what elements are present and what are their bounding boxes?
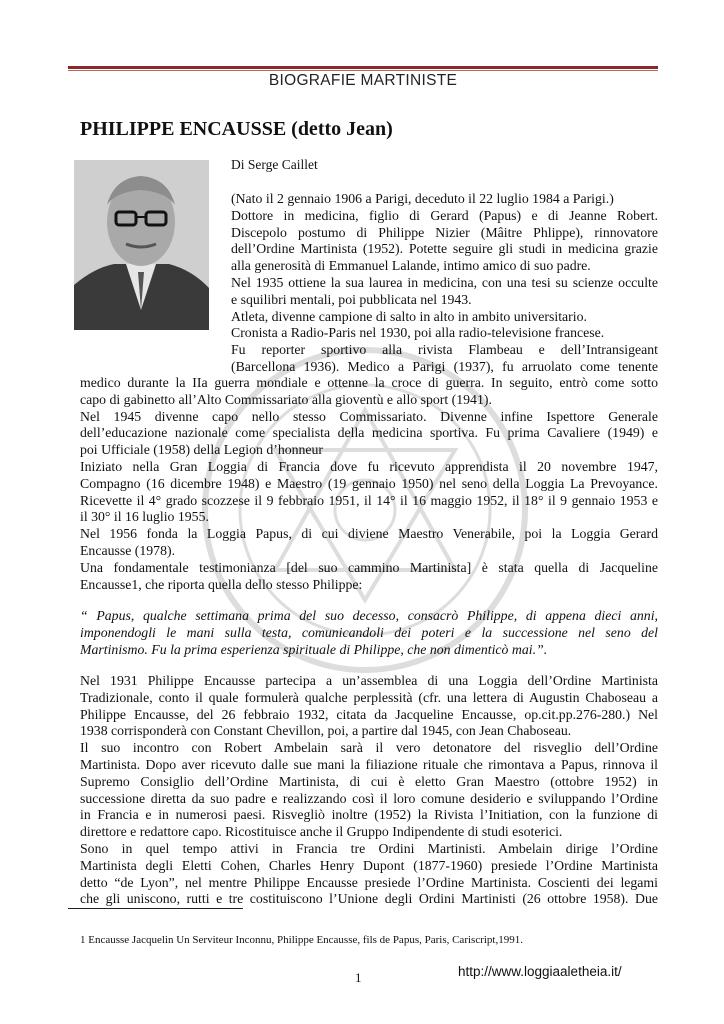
footnote-rule bbox=[68, 908, 243, 909]
text-line: Nel 1931 Philippe Encausse partecipa a un’assemblea di una Loggia dell’Ordine Martinista bbox=[80, 673, 658, 688]
text-line: Dottore in medicina, figlio di Gerard (Papus) e di Jeanne Robert. bbox=[231, 207, 658, 223]
text-line: Ricevette il 4° grado scozzese il 9 febbraio 1951, il 14° il 16 maggio 1952, il 18° il 9 gennaio 1953 e bbox=[80, 492, 658, 508]
text-line: Cronista a Radio-Paris nel 1930, poi alla radio-televisione francese. bbox=[231, 325, 605, 341]
text-line: direttore e redattore capo. Ricostituisce anche il Gruppo Indipendente di studi esoterici. bbox=[80, 824, 563, 840]
text-line: che gli uniscono, rutti e tre costituiscono l’Unione degli Ordini Martinisti (26 ottobre 1958). Due bbox=[80, 891, 658, 907]
text-line: Nel 1956 fonda la Loggia Papus, di cui diviene Maestro Venerabile, poi la Loggia Gerard bbox=[80, 526, 658, 542]
portrait-photo bbox=[74, 160, 209, 330]
text-line: Tradizionale, conto il quale formulerà qualche perplessità (cfr. una lettera di Augustin Chaboseau a bbox=[80, 689, 658, 705]
text-line: (Barcellona 1936). Medico a Parigi (1937), fu arruolato come tenente bbox=[231, 358, 658, 374]
text-line: Nel 1945 divenne capo nello stesso Commissariato. Divenne infine Ispettore Generale bbox=[80, 408, 658, 424]
text-line: 1938 corrisponderà con Constant Chevillon, poi, a partire dal 1945, con Jean Chaboseau. bbox=[80, 723, 572, 739]
text-line: Martinista. Dopo aver ricevuto dalle sue mani la filiazione rituale che rimontava a Papus, rinnova il bbox=[80, 756, 658, 772]
text-line: Nel 1935 ottiene la sua laurea in medicina, con una tesi su scienze occulte bbox=[231, 274, 658, 290]
text-line: Iniziato nella Gran Loggia di Francia dove fu ricevuto apprendista il 20 novembre 1947, bbox=[80, 458, 658, 474]
header-rule bbox=[68, 66, 658, 69]
footnote: 1 Encausse Jacquelin Un Serviteur Inconnu, Philippe Encausse, fils de Papus, Paris, Cariscript,1991. bbox=[80, 934, 523, 946]
text-line: Encausse (1978). bbox=[80, 542, 176, 558]
text-line: Fu reporter sportivo alla rivista Flambeau e dell’Intransigeant bbox=[231, 342, 658, 358]
header-title: BIOGRAFIE MARTINISTE bbox=[268, 72, 458, 89]
article-author: Di Serge Caillet bbox=[231, 157, 318, 172]
right-column-text bbox=[231, 191, 658, 376]
quote-block bbox=[80, 608, 658, 658]
text-line: successione diretta da suo padre e realizzando così il loro comune desiderio e sviluppando l’Ordine bbox=[80, 790, 658, 806]
text-line: capo di gabinetto all’Alto Commissariato alla gioventù e allo sport (1941). bbox=[80, 391, 492, 407]
text-line: Sono in quel tempo attivi in Francia tre Ordini Martinisti. Ambelain dirige l’Ordine bbox=[80, 840, 658, 856]
article-title: PHILIPPE ENCAUSSE (detto Jean) bbox=[80, 118, 393, 140]
text-line: Encausse1, che riporta quella dello stesso Philippe: bbox=[80, 576, 363, 592]
text-line: Discepolo postumo di Philippe Nizier (Mâitre Phlippe), rinnovatore bbox=[231, 224, 658, 240]
body-text-1 bbox=[80, 375, 658, 593]
text-line: dell’educazione nazionale come specialista della medicina sportiva. Fu prima Cavaliere (1949) e bbox=[80, 425, 658, 441]
quote-line: imponendogli le mani sulla testa, comunicandoli dei poteri e la successione nel seno del bbox=[80, 624, 658, 640]
page-number: 1 bbox=[355, 970, 362, 985]
text-line: detto “de Lyon”, nel mentre Philippe Encausse presiede l’Ordine Martinista. Coscienti dei legami bbox=[80, 874, 658, 890]
quote-line: “ Papus, qualche settimana prima del suo decesso, consacrò Philippe, di appena dieci anni, bbox=[80, 608, 658, 623]
text-line: il 30° il 16 luglio 1955. bbox=[80, 509, 209, 525]
text-line: dell’Ordine Martinista (1952). Potette seguire gli studi in medicina grazie bbox=[231, 241, 658, 257]
text-line: e squilibri mentali, poi pubblicata nel 1943. bbox=[231, 291, 472, 307]
text-line: Supremo Consiglio dell’Ordine Martinista, di cui è eletto Gran Maestro (ottobre 1952) in bbox=[80, 773, 658, 789]
text-line: Martinista degli Eletti Cohen, Charles Henry Dupont (1877-1960) presiede l’Ordine Martinista bbox=[80, 857, 658, 873]
text-line: poi Ufficiale (1958) della Legion d’honneur bbox=[80, 442, 324, 458]
site-url-link[interactable]: http://www.loggiaaletheia.it/ bbox=[458, 964, 622, 979]
text-line: (Nato il 2 gennaio 1906 a Parigi, deceduto il 22 luglio 1984 a Parigi.) bbox=[231, 191, 614, 206]
quote-line: Martinismo. Fu la prima esperienza spirituale di Philippe, che non dimenticò mai.”. bbox=[80, 641, 548, 657]
header-rule-thin bbox=[68, 70, 658, 71]
text-line: Atleta, divenne campione di salto in alto in ambito universitario. bbox=[231, 308, 587, 324]
text-line: medico durante la IIa guerra mondiale e ottenne la croce di guerra. In seguito, entrò come sotto bbox=[80, 375, 658, 390]
text-line: alla generosità di Emmanuel Lalande, intimo amico di suo padre. bbox=[231, 258, 591, 274]
text-line: in Francia e in numerosi paesi. Risvegliò inoltre (1952) la Rivista l’Initiation, con la funzione di bbox=[80, 807, 658, 823]
text-line: Compagno (16 dicembre 1948) e Maestro (19 gennaio 1950) nel seno della Loggia La Prevoyance. bbox=[80, 475, 658, 491]
text-line: Il suo incontro con Robert Ambelain sarà il vero detonatore del risveglio dell’Ordine bbox=[80, 740, 658, 756]
body-text-2 bbox=[80, 673, 658, 908]
text-line: Philippe Encausse, del 26 febbraio 1932, citata da Jacqueline Encausse, op.cit.pp.276-280.) Nel bbox=[80, 706, 658, 722]
text-line: Una fondamentale testimonianza [del suo cammino Martinista] è stata quella di Jacqueline bbox=[80, 559, 658, 575]
